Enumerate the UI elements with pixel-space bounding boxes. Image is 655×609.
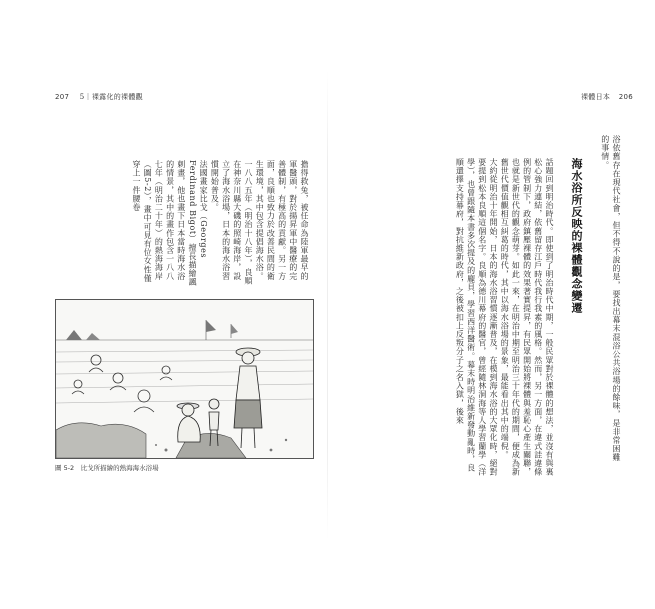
left-running-head [55, 92, 143, 102]
left-body-text: 擔得救兔，被任命為陸軍最早的軍醫頭，對於揚昇軍中醫療的完善體制，有極高的貢獻。另一方面，良順也致力於改善民間的衛生環境，其中包含提倡海水浴。一八八五年（明治十八年），良順在神奈川縣大磯的照崎海岸，設立了海水浴場，日本的海水浴習慣開始普及。 法國畫家比戈（Georges Ferdinand Bigot）擅長描繪諷刺畫，他也畫下日本當時海水浴的情景，其中的畫作包含一八八七年（明治二十年）的熱海海岸（圖5-2），畫中可見有位女性僅穿上一件腰卷 [131, 160, 309, 287]
right-page [328, 0, 655, 609]
left-page [0, 0, 327, 609]
right-running-head [581, 92, 633, 102]
right-intro-text: 浴依舊存在現代社會，但不得不說的是，要找出幕末混浴公共浴場的餘味，是非常困難的事情。 [600, 135, 621, 462]
right-page-number: 206 [618, 93, 633, 101]
figure-caption: 圖 5-2 比戈所描繪的熱海海水浴場 [55, 464, 159, 472]
beach-illustration [55, 299, 314, 459]
section-heading: 海水浴所反映的裸體觀念變遷 [570, 158, 583, 314]
left-chapter-title: 5｜裸露化的裸體觀 [79, 93, 143, 101]
right-body-text: 話題回到明治時代。即使到了明治時代中期，一般民眾對於裸體的想法，並沒有與裏松心強力連結，依舊留存江戶時代我行我素的風格。然而，另一方面，在違式詿違條例的管制下，政府鎮壓裸體的效果著實提昇，有民眾開始將裸體與羞恥心產生關聯，也就是新世代的觀念萌芽。如此一來，在明治中期至明治三十年代的期間，便成為新舊世代價值觀相互糾葛的時代，其中以海水浴場的景象，最能看出其中的端倪。 大約從明治十年開始，日本的海水浴習慣逐漸普及，在模到海水浴的大眾化時，絕對要提到松本良順這個名字。良順為德川幕府的醫官，曾經隨林洞海等人學習蘭學（洋學），也曾跟隨本書多次提及的龐貝，學習西洋醫術。幕末時明治維新發動亂時，良順還擇支持幕府，對抗維新政府，之後被扣上反叛分子之名入獄，後來 [455, 158, 554, 477]
sea-bathing-drawing [56, 300, 313, 458]
left-page-number: 207 [55, 93, 70, 101]
right-book-title: 裸體日本 [581, 93, 611, 101]
